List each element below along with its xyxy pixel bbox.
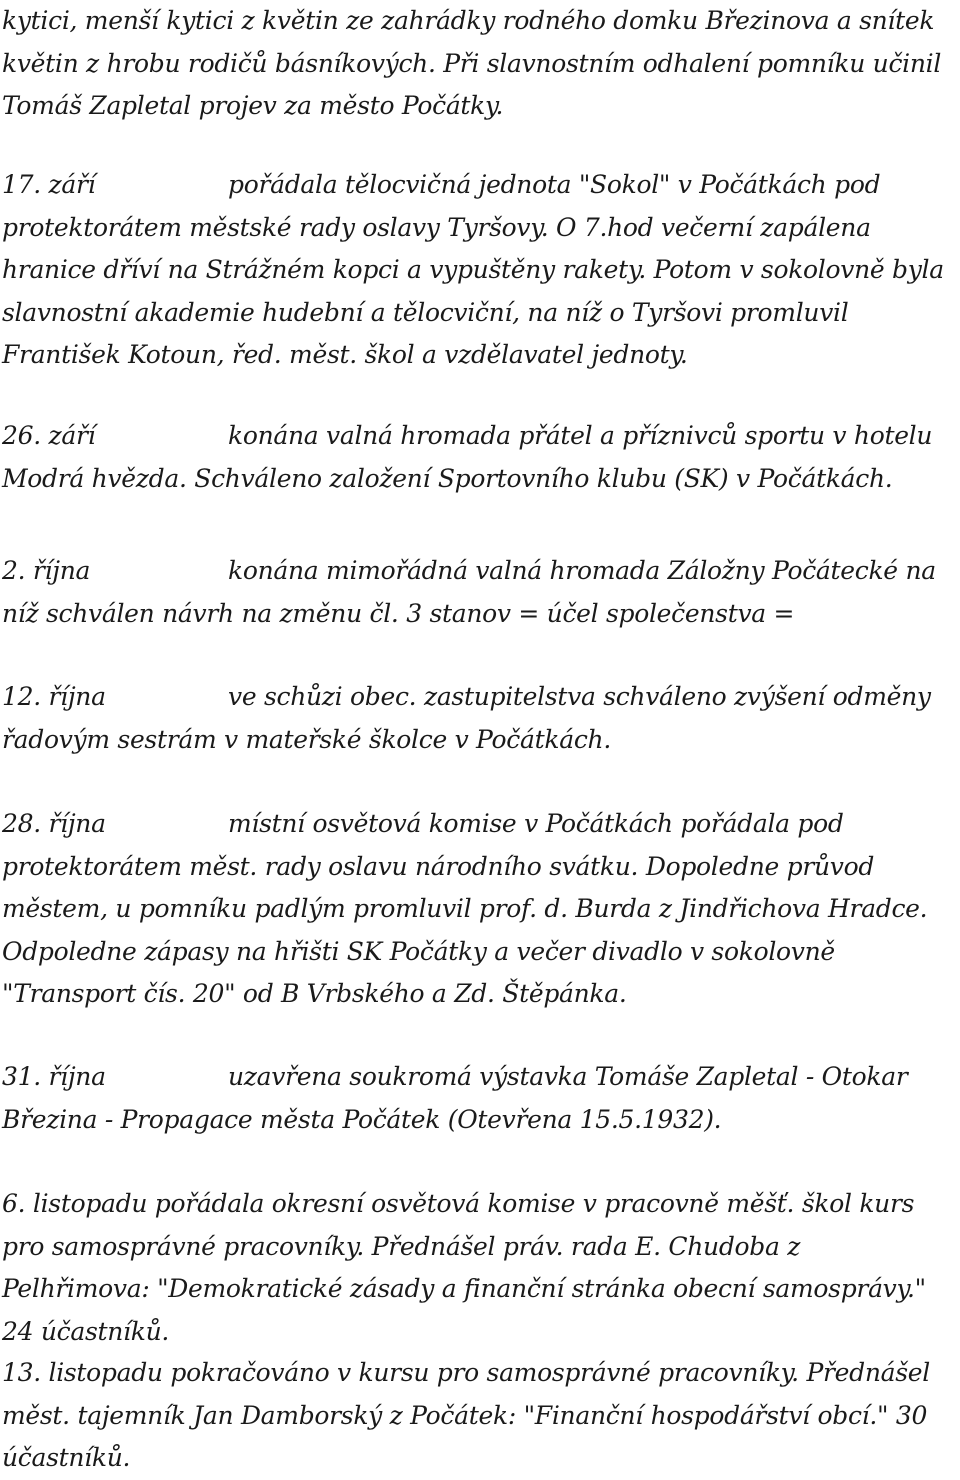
entry-28-october bbox=[2, 803, 954, 1016]
entry-text: pořádala okresní osvětová komise v pracovně měšť. škol kurs pro samosprávné pracovníky. Přednášel práv. rada E. Chudoba z Pelhřimova: "Demokratické zásady a finanční stránka obecní samosprávy." 24 účastníků. bbox=[2, 1189, 926, 1346]
entry-text: pokračováno v kursu pro samosprávné pracovníky. Přednášel měst. tajemník Jan Damborský z Počátek: "Finanční hospodářství obcí." 30 účastníků. bbox=[2, 1358, 930, 1472]
entry-31-october bbox=[2, 1056, 954, 1141]
intro-text: kytici, menší kytici z květin ze zahrádky rodného domku Březinova a snítek květin z hrobu rodičů básníkových. Při slavnostním odhalení pomníku učinil Tomáš Zapletal projev za město Počátky. bbox=[2, 6, 942, 120]
entry-date: 12. října bbox=[2, 682, 106, 711]
entry-12-october bbox=[2, 676, 954, 761]
entry-17-september bbox=[2, 164, 954, 377]
entry-text: uzavřena soukromá výstavka Tomáše Zapletal - Otokar Březina - Propagace města Počátek (Otevřena 15.5.1932). bbox=[2, 1062, 908, 1134]
entry-date: 13. listopadu bbox=[2, 1358, 163, 1387]
entry-date: 31. října bbox=[2, 1062, 106, 1091]
entry-6-november bbox=[2, 1183, 954, 1353]
entry-text: ve schůzi obec. zastupitelstva schváleno zvýšení odměny řadovým sestrám v mateřské školce v Počátkách. bbox=[2, 682, 931, 754]
intro-paragraph bbox=[2, 0, 954, 128]
entry-2-october bbox=[2, 550, 954, 635]
entry-date: 6. listopadu bbox=[2, 1189, 148, 1218]
entry-date: 26. září bbox=[2, 421, 96, 450]
entry-13-november bbox=[2, 1352, 954, 1480]
entry-date: 28. října bbox=[2, 809, 106, 838]
entry-26-september bbox=[2, 415, 954, 500]
entry-date: 2. října bbox=[2, 556, 91, 585]
entry-text: místní osvětová komise v Počátkách pořádala pod protektorátem měst. rady oslavu národního svátku. Dopoledne průvod městem, u pomníku padlým promluvil prof. d. Burda z Jindřichova Hradce. Odpoledne zápasy na hřišti SK Počátky a večer divadlo v sokolovně "Transport čís. 20" od B Vrbského a Zd. Štěpánka. bbox=[2, 809, 928, 1008]
entry-text: konána mimořádná valná hromada Záložny Počátecké na níž schválen návrh na změnu čl. 3 stanov = účel společenstva = bbox=[2, 556, 936, 628]
entry-text: konána valná hromada přátel a příznivců sportu v hotelu Modrá hvězda. Schváleno založení Sportovního klubu (SK) v Počátkách. bbox=[2, 421, 933, 493]
entry-text: pořádala tělocvičná jednota "Sokol" v Počátkách pod protektorátem městské rady oslavy Tyršovy. O 7.hod večerní zapálena hranice dříví na Strážném kopci a vypuštěny rakety. Potom v sokolovně byla slavnostní akademie hudební a tělocviční, na níž o Tyršovi promluvil František Kotoun, řed. měst. škol a vzdělavatel jednoty. bbox=[2, 170, 944, 369]
entry-date: 17. září bbox=[2, 170, 96, 199]
